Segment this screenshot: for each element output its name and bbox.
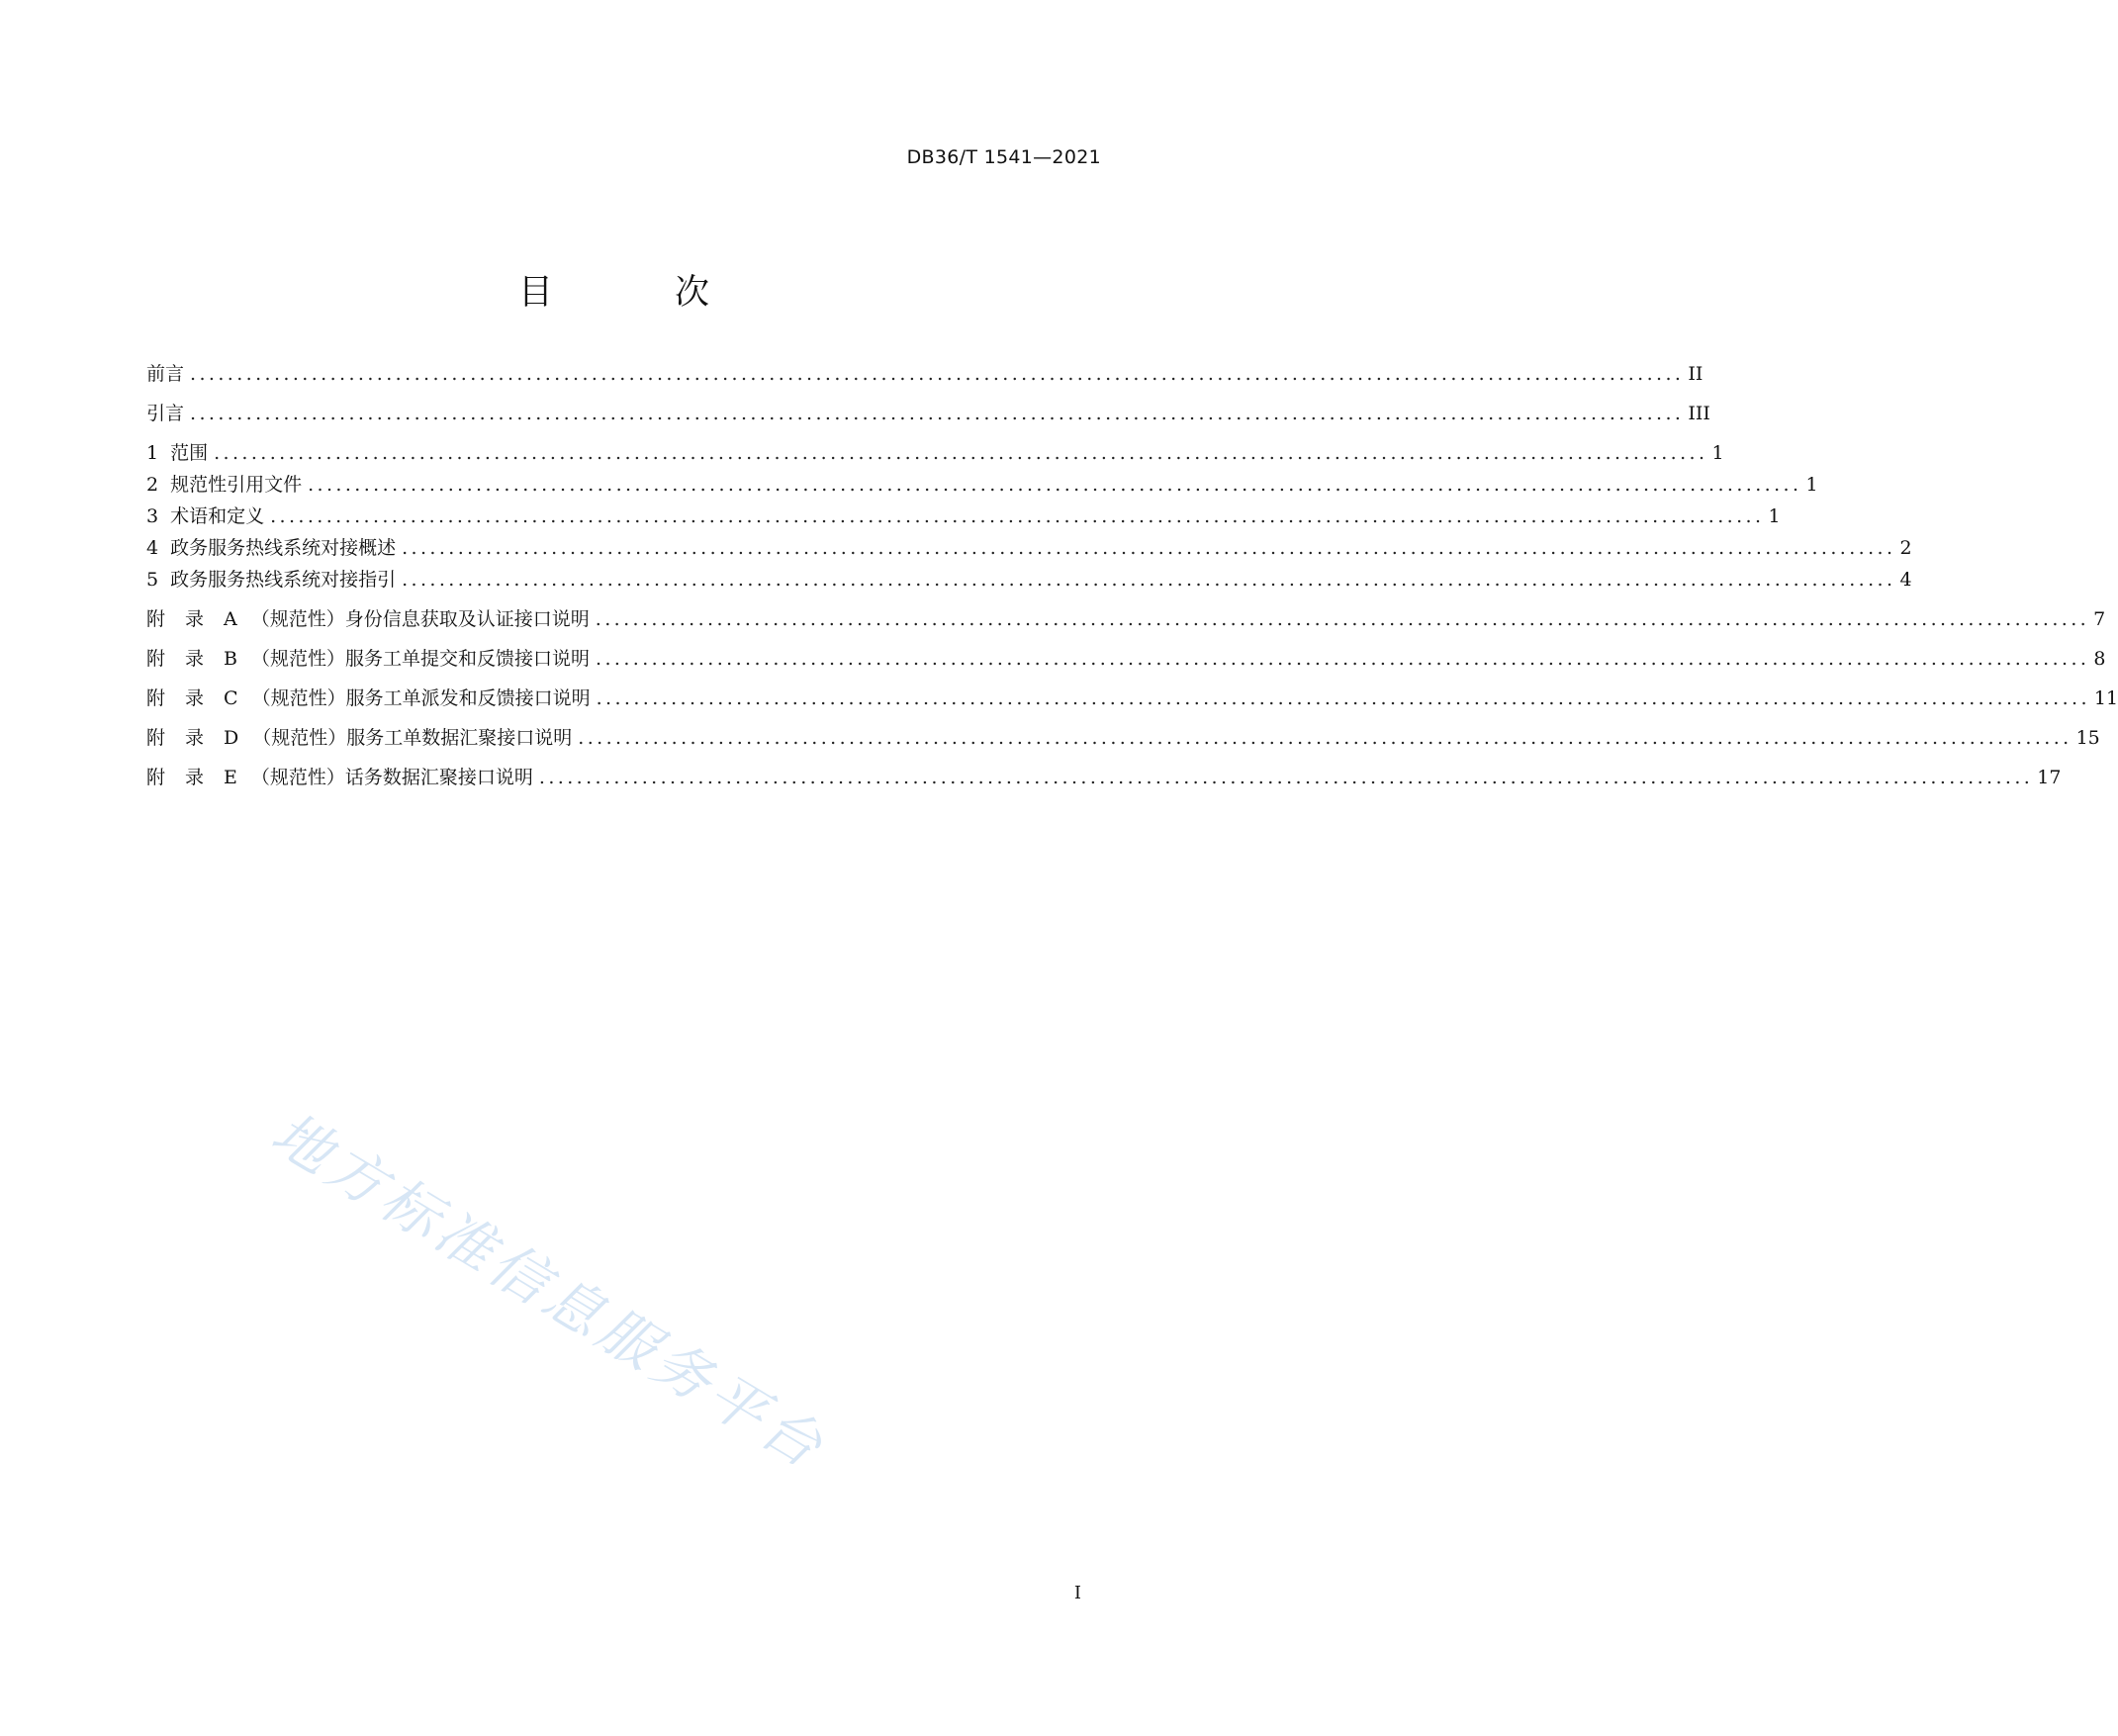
- toc-entry-page: 4: [1899, 569, 1912, 591]
- appendix-prefix: 附录: [146, 767, 225, 788]
- toc-entry-label: 附录B （规范性）服务工单提交和反馈接口说明: [146, 648, 590, 670]
- toc-entry[interactable]: [146, 534, 1912, 562]
- toc-title: 目 次: [517, 273, 766, 313]
- appendix-prefix: 附录: [146, 687, 225, 709]
- toc-entry-page: 7: [2093, 608, 2106, 630]
- toc-entry[interactable]: [146, 471, 1818, 499]
- appendix-letter: B: [224, 648, 237, 670]
- toc-leader-dots: ................................................................................................................................................................: [578, 727, 2072, 749]
- page-number: I: [1073, 1583, 1081, 1603]
- toc-leader-dots: ................................................................................................................................................................: [596, 648, 2090, 670]
- toc-entry-label: 前言: [146, 363, 185, 385]
- toc-entry-page: 8: [2093, 648, 2106, 670]
- toc-entry-number: 2: [146, 474, 159, 496]
- toc-entry-label: 3 术语和定义: [146, 505, 265, 527]
- toc-entry-label: 1 范围: [146, 442, 209, 464]
- appendix-letter: C: [224, 687, 238, 709]
- toc-appendix-entry[interactable]: [146, 685, 2118, 712]
- document-code: DB36/T 1541—2021: [906, 146, 1101, 168]
- toc-entry-page: 1: [1805, 474, 1818, 496]
- toc-entry-page: 2: [1899, 537, 1912, 559]
- watermark-text: 地方标准信息服务平台: [260, 1099, 838, 1484]
- toc-entry-number: 5: [146, 569, 159, 591]
- toc-entry-label: 4 政务服务热线系统对接概述: [146, 537, 397, 559]
- toc-appendix-entry[interactable]: [146, 724, 2100, 752]
- toc-entry-label: 5 政务服务热线系统对接指引: [146, 569, 397, 591]
- toc-entry-number: 4: [146, 537, 159, 559]
- appendix-letter: A: [224, 608, 237, 630]
- toc-leader-dots: ................................................................................................................................................................: [596, 687, 2090, 709]
- toc-entry[interactable]: [146, 400, 1710, 427]
- toc-leader-dots: ................................................................................................................................................................: [190, 403, 1685, 424]
- toc-entry-label: 附录A （规范性）身份信息获取及认证接口说明: [146, 608, 590, 630]
- appendix-prefix: 附录: [146, 648, 225, 670]
- toc-entry-label: 2 规范性引用文件: [146, 474, 303, 496]
- toc-entry-page: 1: [1711, 442, 1724, 464]
- toc-leader-dots: ................................................................................................................................................................: [308, 474, 1802, 496]
- toc-appendix-entry[interactable]: [146, 605, 2106, 633]
- appendix-prefix: 附录: [146, 608, 225, 630]
- appendix-letter: E: [224, 767, 237, 788]
- toc-appendix-entry[interactable]: [146, 764, 2062, 791]
- appendix-letter: D: [224, 727, 239, 749]
- toc-leader-dots: ................................................................................................................................................................: [214, 442, 1708, 464]
- toc-entry-page: 1: [1768, 505, 1781, 527]
- toc-leader-dots: ................................................................................................................................................................: [538, 767, 2034, 788]
- toc-entry-page: 17: [2037, 767, 2062, 788]
- toc-entry-label: 附录E （规范性）话务数据汇聚接口说明: [146, 767, 533, 788]
- toc-entry[interactable]: [146, 360, 1704, 388]
- toc-entry[interactable]: [146, 566, 1912, 594]
- toc-appendix-entry[interactable]: [146, 645, 2106, 673]
- toc-leader-dots: ................................................................................................................................................................: [402, 569, 1896, 591]
- toc-leader-dots: ................................................................................................................................................................: [595, 608, 2090, 630]
- toc-entry-number: 3: [146, 505, 159, 527]
- toc-entry-page: 15: [2075, 727, 2100, 749]
- toc-entry[interactable]: [146, 503, 1781, 530]
- toc-entry-label: 引言: [146, 403, 185, 424]
- toc-entry-page: II: [1688, 363, 1704, 385]
- toc-entry-page: III: [1688, 403, 1710, 424]
- toc-entry-page: 11: [2093, 687, 2118, 709]
- toc-entry-number: 1: [146, 442, 159, 464]
- toc-leader-dots: ................................................................................................................................................................: [270, 505, 1765, 527]
- toc-leader-dots: ................................................................................................................................................................: [190, 363, 1685, 385]
- toc-entry-label: 附录C （规范性）服务工单派发和反馈接口说明: [146, 687, 591, 709]
- toc-entry-label: 附录D （规范性）服务工单数据汇聚接口说明: [146, 727, 573, 749]
- toc-leader-dots: ................................................................................................................................................................: [402, 537, 1896, 559]
- toc-entry[interactable]: [146, 439, 1724, 467]
- appendix-prefix: 附录: [146, 727, 225, 749]
